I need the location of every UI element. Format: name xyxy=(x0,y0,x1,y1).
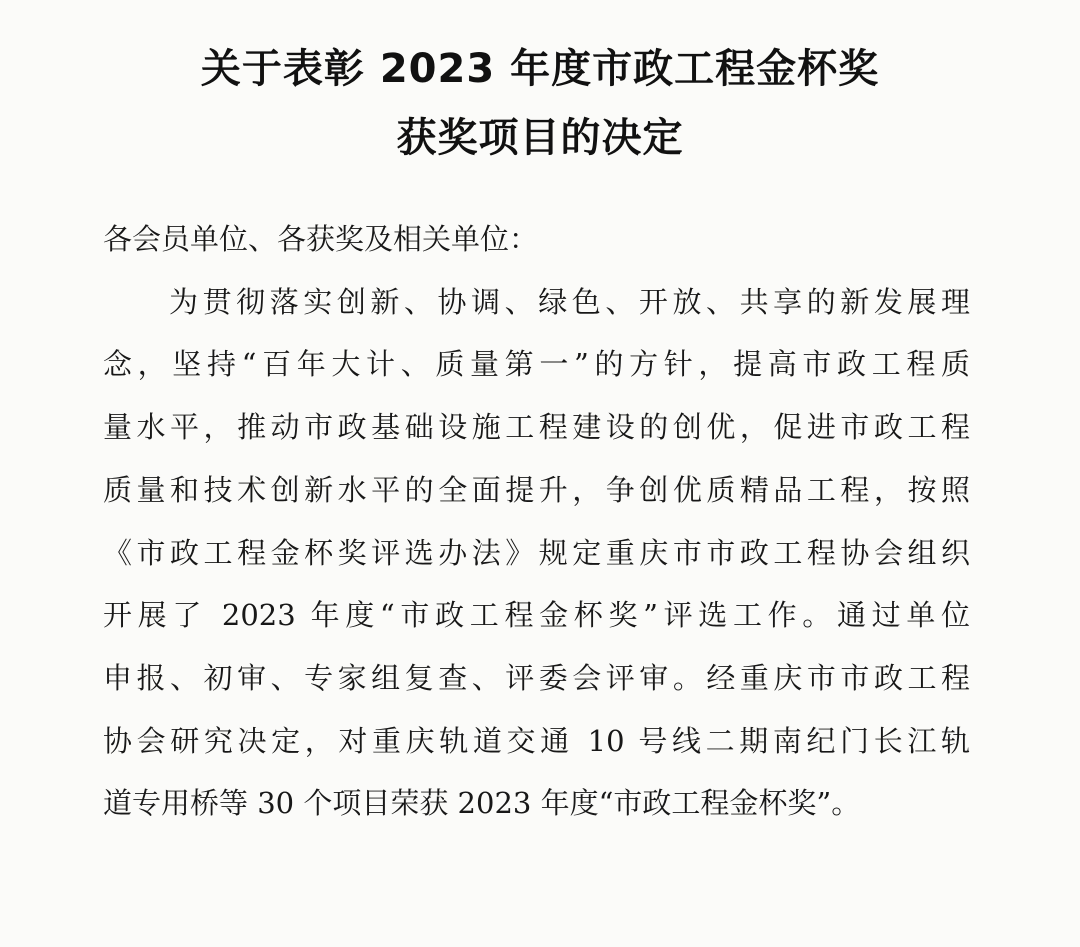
paragraph-line: 协会研究决定，对重庆轨道交通 10 号线二期南纪门长江轨 xyxy=(103,723,970,758)
document-title-line-2: 获奖项目的决定 xyxy=(396,115,684,161)
document-title-line-1: 关于表彰 2023 年度市政工程金杯奖 xyxy=(200,46,880,92)
document-body xyxy=(103,208,970,835)
paragraph-line: 念，坚持“百年大计、质量第一”的方针，提高市政工程质 xyxy=(103,347,970,382)
paragraph-line: 道专用桥等 30 个项目荣获 2023 年度“市政工程金杯奖”。 xyxy=(103,786,861,821)
paragraph-line: 质量和技术创新水平的全面提升，争创优质精品工程，按照 xyxy=(103,472,970,507)
paragraph-line: 《市政工程金杯奖评选办法》规定重庆市市政工程协会组织 xyxy=(103,535,970,570)
paragraph-line: 开展了 2023 年度“市政工程金杯奖”评选工作。通过单位 xyxy=(103,598,970,633)
paragraph-line: 量水平，推动市政基础设施工程建设的创优，促进市政工程 xyxy=(103,410,970,445)
main-paragraph xyxy=(103,271,970,835)
paragraph-line: 为贯彻落实创新、协调、绿色、开放、共享的新发展理 xyxy=(169,284,970,319)
salutation: 各会员单位、各获奖及相关单位： xyxy=(103,222,539,256)
paragraph-line: 申报、初审、专家组复查、评委会评审。经重庆市市政工程 xyxy=(103,660,970,695)
